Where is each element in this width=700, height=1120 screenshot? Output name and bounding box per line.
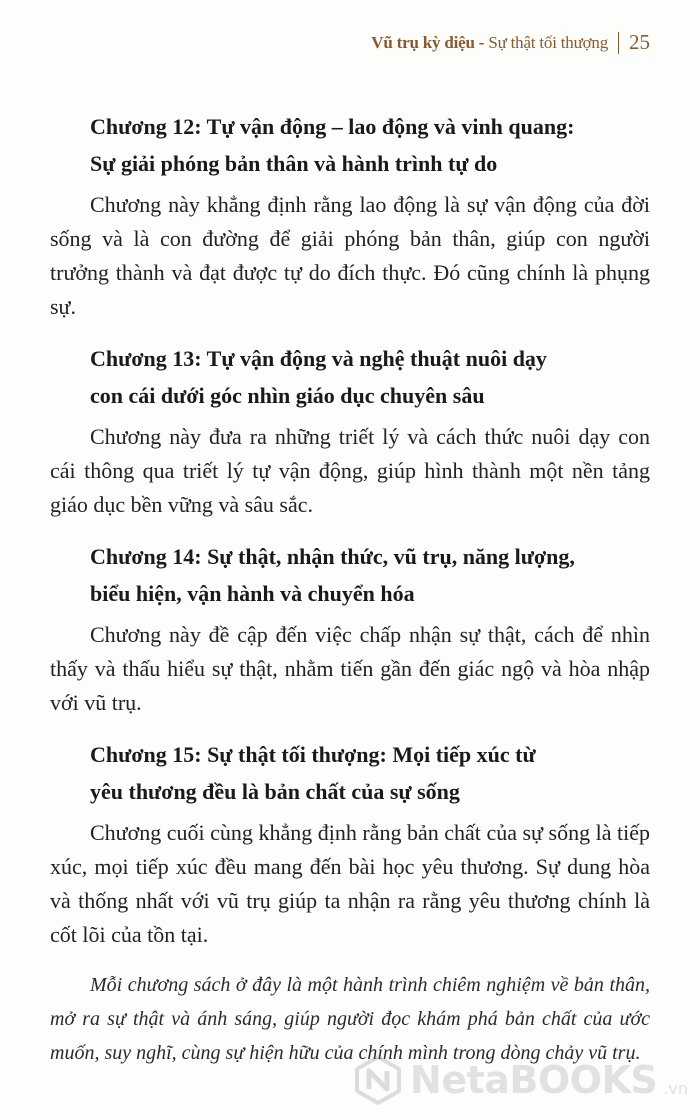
closing-paragraph: Mỗi chương sách ở đây là một hành trình chiêm nghiệm về bản thân, mở ra sự thật và ánh sáng, giúp người đọc khám phá bản chất của ước muốn, suy nghĩ, cùng sự hiện hữu của chính mình trong dòng chảy vũ trụ. xyxy=(50,974,650,1064)
book-subtitle: Sự thật tối thượng xyxy=(488,32,608,52)
netabooks-logo-icon xyxy=(352,1054,404,1106)
chapter-summary: Chương này đề cập đến việc chấp nhận sự thật, cách để nhìn thấy và thấu hiểu sự thật, nhằm tiến gần đến giác ngộ và hòa nhập với vũ trụ. xyxy=(50,622,650,715)
chapter-summary: Chương này đưa ra những triết lý và cách thức nuôi dạy con cái thông qua triết lý tự vận động, giúp hình thành một nền tảng giáo dục bền vững và sâu sắc. xyxy=(50,424,650,517)
page-number: 25 xyxy=(629,30,650,54)
chapter-heading-line1: Chương 13: Tự vận động và nghệ thuật nuôi dạy xyxy=(90,346,547,371)
chapter-heading xyxy=(50,108,650,182)
chapter-14 xyxy=(50,538,650,720)
header-divider xyxy=(618,32,619,54)
chapter-heading-line2: biểu hiện, vận hành và chuyển hóa xyxy=(90,581,415,606)
chapter-heading-line2: Sự giải phóng bản thân và hành trình tự do xyxy=(90,151,498,176)
page-body xyxy=(50,108,650,1070)
chapter-12 xyxy=(50,108,650,324)
chapter-heading xyxy=(50,340,650,414)
watermark-tld: .vn xyxy=(663,1079,688,1098)
chapter-heading-line1: Chương 14: Sự thật, nhận thức, vũ trụ, năng lượng, xyxy=(90,544,575,569)
watermark-brand: NetaBOOKS xyxy=(410,1058,658,1102)
chapter-15 xyxy=(50,736,650,952)
running-header-title: Vũ trụ kỳ diệu - Sự thật tối thượng xyxy=(371,32,608,52)
chapter-heading-line2: yêu thương đều là bản chất của sự sống xyxy=(90,779,460,804)
running-header xyxy=(371,30,650,55)
book-title: Vũ trụ kỳ diệu xyxy=(371,32,475,52)
chapter-summary: Chương này khẳng định rằng lao động là sự vận động của đời sống và là con đường để giải phóng bản thân, giúp con người trưởng thành và đạt được tự do đích thực. Đó cũng chính là phụng sự. xyxy=(50,192,650,319)
chapter-13 xyxy=(50,340,650,522)
chapter-heading xyxy=(50,736,650,810)
chapter-summary: Chương cuối cùng khẳng định rằng bản chất của sự sống là tiếp xúc, mọi tiếp xúc đều mang đến bài học yêu thương. Sự dung hòa và thống nhất với vũ trụ giúp ta nhận ra rằng yêu thương chính là cốt lõi của tồn tại. xyxy=(50,820,650,947)
watermark xyxy=(352,1054,688,1106)
chapter-heading-line1: Chương 15: Sự thật tối thượng: Mọi tiếp xúc từ xyxy=(90,742,536,767)
chapter-heading-line1: Chương 12: Tự vận động – lao động và vinh quang: xyxy=(90,114,575,139)
chapter-heading-line2: con cái dưới góc nhìn giáo dục chuyên sâu xyxy=(90,383,485,408)
chapter-heading xyxy=(50,538,650,612)
